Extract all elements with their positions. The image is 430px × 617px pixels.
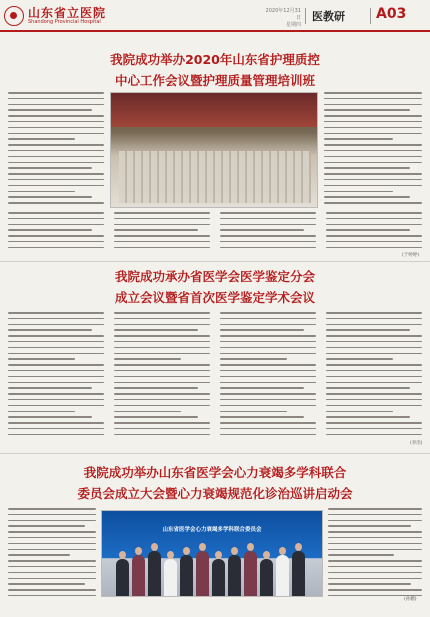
text-line <box>220 370 316 372</box>
text-line <box>8 104 104 106</box>
text-line <box>114 329 198 331</box>
issue-date <box>263 8 301 29</box>
text-line <box>326 235 422 237</box>
text-line <box>8 572 96 574</box>
text-line <box>326 224 422 226</box>
text-line <box>8 434 104 436</box>
text-line <box>8 98 104 100</box>
text-line <box>326 358 393 360</box>
text-line <box>324 167 410 169</box>
text-line <box>324 109 410 111</box>
text-line <box>8 329 92 331</box>
person-figure <box>276 555 289 597</box>
text-column <box>326 312 422 440</box>
text-line <box>114 318 210 320</box>
article-3-headline-line2: 委员会成立大会暨心力衰竭规范化诊治巡讲启动会 <box>77 486 353 501</box>
text-line <box>8 341 104 343</box>
text-line <box>8 247 104 249</box>
text-line <box>220 212 316 214</box>
article-separator <box>0 261 430 262</box>
text-line <box>8 202 104 204</box>
text-line <box>220 411 287 413</box>
issue-date-line2: 星期四 <box>285 22 301 28</box>
text-line <box>8 162 104 164</box>
text-line <box>8 583 85 585</box>
text-line <box>114 364 210 366</box>
text-line <box>8 115 104 117</box>
text-column <box>114 312 210 440</box>
text-line <box>114 358 181 360</box>
text-line <box>220 353 316 355</box>
text-line <box>328 531 422 533</box>
text-line <box>328 520 422 522</box>
text-column <box>326 212 422 253</box>
text-line <box>324 150 422 152</box>
text-line <box>8 554 70 556</box>
text-line <box>114 324 210 326</box>
text-line <box>326 241 422 243</box>
text-line <box>220 405 316 407</box>
text-line <box>328 560 422 562</box>
hospital-logo-icon <box>4 6 24 26</box>
text-line <box>220 428 316 430</box>
committee-group-photo <box>101 510 323 597</box>
text-line <box>326 411 393 413</box>
person-figure <box>148 551 161 597</box>
text-line <box>8 370 104 372</box>
article-2-headline-line1: 我院成功承办省医学会医学鉴定分会 <box>114 269 315 284</box>
text-line <box>326 347 422 349</box>
text-column <box>8 92 104 208</box>
text-line <box>8 191 75 193</box>
person-figure <box>164 559 177 597</box>
text-line <box>8 382 104 384</box>
text-line <box>8 578 96 580</box>
article-1-headline <box>0 49 430 91</box>
text-column <box>8 212 104 253</box>
text-line <box>114 428 210 430</box>
text-line <box>326 370 422 372</box>
text-line <box>114 341 210 343</box>
text-line <box>324 98 422 100</box>
article-2-headline <box>0 266 430 308</box>
text-line <box>220 416 304 418</box>
text-line <box>220 387 304 389</box>
text-line <box>324 133 422 135</box>
text-column <box>8 508 96 601</box>
text-line <box>8 156 104 158</box>
text-line <box>114 347 210 349</box>
text-line <box>8 312 104 314</box>
text-line <box>114 247 210 249</box>
text-line <box>114 229 198 231</box>
text-line <box>324 179 422 181</box>
section-name: 医教研 <box>312 10 345 23</box>
person-figure <box>116 559 129 597</box>
text-line <box>114 212 210 214</box>
text-line <box>8 179 104 181</box>
text-line <box>8 318 104 320</box>
text-line <box>8 127 104 129</box>
text-line <box>8 549 96 551</box>
text-line <box>8 428 104 430</box>
text-line <box>8 241 104 243</box>
text-line <box>8 196 92 198</box>
text-line <box>326 393 422 395</box>
text-column <box>324 92 422 208</box>
text-line <box>220 434 316 436</box>
text-line <box>8 212 104 214</box>
group-of-people <box>112 545 312 597</box>
text-line <box>328 566 422 568</box>
text-line <box>326 341 422 343</box>
text-line <box>220 318 316 320</box>
text-line <box>326 416 410 418</box>
person-figure <box>212 559 225 597</box>
text-line <box>328 583 411 585</box>
issue-date-line1: 2020年12月31日 <box>265 8 301 21</box>
text-line <box>328 514 422 516</box>
text-line <box>326 312 422 314</box>
newspaper-title: 山东省立医院 <box>28 6 107 20</box>
conference-stage <box>111 93 317 127</box>
masthead-divider <box>305 8 306 24</box>
masthead-divider <box>370 8 371 24</box>
text-line <box>114 422 210 424</box>
text-line <box>8 543 96 545</box>
text-line <box>328 525 411 527</box>
person-figure <box>260 559 273 597</box>
text-line <box>114 382 210 384</box>
text-line <box>324 162 422 164</box>
text-line <box>220 422 316 424</box>
masthead <box>0 0 430 32</box>
text-line <box>220 241 316 243</box>
text-line <box>8 508 96 510</box>
article-2-author: (李浩) <box>410 441 423 446</box>
text-line <box>324 121 422 123</box>
text-line <box>114 376 210 378</box>
text-line <box>326 324 422 326</box>
text-line <box>326 335 422 337</box>
person-figure <box>244 551 257 597</box>
text-line <box>328 589 422 591</box>
text-line <box>326 387 410 389</box>
text-line <box>8 167 92 169</box>
text-line <box>8 229 92 231</box>
text-line <box>114 416 198 418</box>
text-line <box>220 341 316 343</box>
text-line <box>326 329 410 331</box>
text-line <box>114 241 210 243</box>
text-line <box>114 218 210 220</box>
text-line <box>8 358 75 360</box>
text-line <box>8 335 104 337</box>
text-line <box>326 376 422 378</box>
article-3-headline <box>0 462 430 504</box>
text-line <box>8 387 92 389</box>
text-line <box>220 376 316 378</box>
text-line <box>114 411 181 413</box>
text-line <box>328 549 422 551</box>
photo-banner-text: 山东省医学会心力衰竭多学科联合委员会 <box>162 527 262 533</box>
article-3-headline-line1: 我院成功举办山东省医学会心力衰竭多学科联合 <box>83 465 347 480</box>
text-line <box>8 324 104 326</box>
text-line <box>324 144 422 146</box>
text-line <box>114 405 210 407</box>
text-line <box>114 387 198 389</box>
text-line <box>328 572 422 574</box>
text-line <box>220 235 316 237</box>
text-line <box>8 537 96 539</box>
text-line <box>8 353 104 355</box>
text-line <box>8 185 104 187</box>
text-line <box>8 347 104 349</box>
text-line <box>220 312 316 314</box>
text-line <box>8 411 75 413</box>
text-line <box>8 173 104 175</box>
article-1-headline-line2: 中心工作会议暨护理质量管理培训班 <box>114 73 315 88</box>
text-line <box>8 150 104 152</box>
text-line <box>8 376 104 378</box>
conference-photo <box>110 92 318 208</box>
article-3-author: (孙鹏) <box>404 597 417 602</box>
text-line <box>324 191 393 193</box>
conference-audience <box>119 151 311 203</box>
text-line <box>326 422 422 424</box>
text-line <box>220 399 316 401</box>
text-line <box>328 537 422 539</box>
text-line <box>8 235 104 237</box>
text-line <box>8 514 96 516</box>
text-line <box>326 428 422 430</box>
text-line <box>326 434 422 436</box>
text-line <box>114 434 210 436</box>
text-line <box>220 247 316 249</box>
text-line <box>8 416 92 418</box>
text-line <box>324 173 422 175</box>
text-line <box>220 335 316 337</box>
text-line <box>8 531 96 533</box>
article-1-headline-line1: 我院成功举办2020年山东省护理质控 <box>110 52 320 67</box>
text-line <box>328 508 422 510</box>
text-column <box>114 212 210 253</box>
text-line <box>8 589 96 591</box>
person-figure <box>196 551 209 597</box>
text-line <box>328 543 422 545</box>
page-number: A03 <box>376 6 407 22</box>
text-line <box>8 525 85 527</box>
text-column <box>220 312 316 440</box>
text-line <box>324 115 422 117</box>
text-line <box>220 224 316 226</box>
text-line <box>326 229 410 231</box>
text-line <box>8 520 96 522</box>
text-line <box>8 133 104 135</box>
text-line <box>8 224 104 226</box>
text-line <box>220 218 316 220</box>
text-line <box>114 235 210 237</box>
article-2-headline-line2: 成立会议暨省首次医学鉴定学术会议 <box>114 290 315 305</box>
text-line <box>114 353 210 355</box>
text-line <box>114 224 210 226</box>
text-line <box>220 393 316 395</box>
text-line <box>8 595 96 597</box>
text-line <box>326 399 422 401</box>
text-column <box>8 312 104 440</box>
text-line <box>326 212 422 214</box>
text-line <box>8 405 104 407</box>
text-line <box>328 578 422 580</box>
text-line <box>324 202 422 204</box>
text-line <box>8 121 104 123</box>
text-line <box>114 312 210 314</box>
person-figure <box>180 555 193 597</box>
text-line <box>326 405 422 407</box>
text-line <box>220 358 287 360</box>
text-line <box>220 364 316 366</box>
text-line <box>8 399 104 401</box>
text-line <box>114 370 210 372</box>
newspaper-subtitle: Shandong Provincial Hospital <box>28 19 101 25</box>
text-line <box>8 422 104 424</box>
text-line <box>220 382 316 384</box>
text-line <box>8 566 96 568</box>
text-line <box>324 185 422 187</box>
text-column <box>220 212 316 253</box>
text-line <box>114 399 210 401</box>
text-line <box>324 196 410 198</box>
text-line <box>8 560 96 562</box>
text-line <box>324 104 422 106</box>
text-line <box>220 329 304 331</box>
text-line <box>8 218 104 220</box>
text-line <box>324 156 422 158</box>
text-line <box>8 144 104 146</box>
text-line <box>326 353 422 355</box>
text-line <box>220 324 316 326</box>
text-line <box>324 92 422 94</box>
person-figure <box>292 551 305 597</box>
text-line <box>324 127 422 129</box>
text-line <box>324 138 393 140</box>
article-1-author: (于婷婷) <box>402 253 420 258</box>
text-line <box>8 138 75 140</box>
text-line <box>326 364 422 366</box>
text-line <box>8 364 104 366</box>
text-line <box>114 393 210 395</box>
text-line <box>326 247 422 249</box>
text-line <box>114 335 210 337</box>
text-line <box>220 347 316 349</box>
text-line <box>8 393 104 395</box>
text-line <box>8 92 104 94</box>
text-column <box>328 508 422 601</box>
person-figure <box>228 555 241 597</box>
text-line <box>220 229 304 231</box>
article-separator <box>0 453 430 454</box>
text-line <box>326 218 422 220</box>
text-line <box>328 554 394 556</box>
text-line <box>8 109 92 111</box>
text-line <box>326 382 422 384</box>
text-line <box>326 318 422 320</box>
person-figure <box>132 555 145 597</box>
